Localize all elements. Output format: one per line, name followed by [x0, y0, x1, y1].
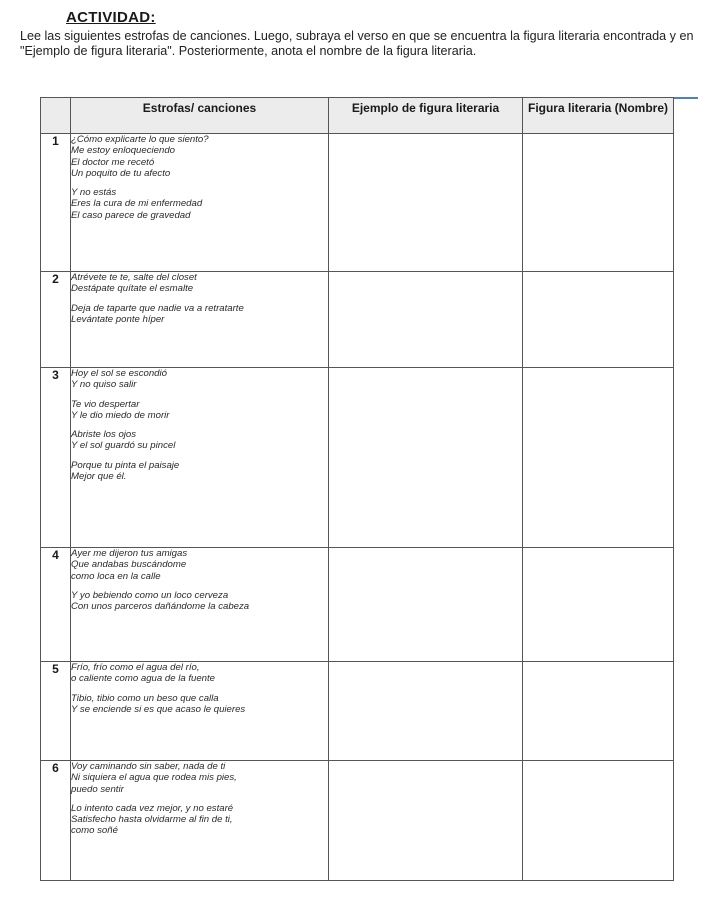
lyric-line: Y el sol guardó su pincel [71, 440, 176, 452]
stanza [71, 272, 328, 295]
stanza [71, 429, 328, 452]
stanza [71, 303, 328, 326]
row-number: 4 [41, 548, 71, 662]
stanza-cell [71, 134, 329, 272]
lyric-line: Tibio, tibio como un beso que calla [71, 692, 219, 704]
table-header-row [41, 98, 674, 134]
table-row [41, 662, 674, 761]
lyric-line: Ni siquiera el agua que rodea mis pies, [71, 772, 237, 784]
row-number: 3 [41, 368, 71, 548]
lyric-line: Voy caminando sin saber, nada de ti [71, 761, 226, 772]
lyric-line: El caso parece de gravedad [71, 209, 191, 221]
activity-table [40, 97, 674, 881]
column-header-figure-name: Figura literaria (Nombre) [523, 98, 674, 134]
lyric-line: Abriste los ojos [71, 429, 137, 441]
lyric-line: Porque tu pinta el paisaje [71, 459, 180, 471]
row-number: 2 [41, 272, 71, 368]
decorative-rule [672, 97, 698, 99]
stanza [71, 761, 328, 795]
example-answer-cell[interactable] [329, 662, 523, 761]
lyric-line: puedo sentir [71, 783, 124, 795]
lyric-line: Levántate ponte híper [71, 313, 165, 325]
stanza [71, 693, 328, 716]
lyric-line: Mejor que él. [71, 471, 127, 483]
figure-name-answer-cell[interactable] [523, 272, 674, 368]
activity-title: ACTIVIDAD: [66, 9, 156, 26]
stanza [71, 590, 328, 613]
lyric-line: Hoy el sol se escondió [71, 368, 167, 379]
column-header-example: Ejemplo de figura literaria [329, 98, 523, 134]
figure-name-answer-cell[interactable] [523, 761, 674, 881]
example-answer-cell[interactable] [329, 272, 523, 368]
lyric-line: Te vio despertar [71, 398, 140, 410]
stanza-cell [71, 761, 329, 881]
table-row [41, 368, 674, 548]
lyric-line: Y se enciende si es que acaso le quieres [71, 703, 246, 715]
lyric-line: Destápate quítate el esmalte [71, 283, 194, 295]
table-row [41, 548, 674, 662]
example-answer-cell[interactable] [329, 761, 523, 881]
lyric-line: Y yo bebiendo como un loco cerveza [71, 589, 229, 601]
lyric-line: Y no quiso salir [71, 379, 137, 391]
row-number: 1 [41, 134, 71, 272]
figure-name-answer-cell[interactable] [523, 662, 674, 761]
lyric-line: Frío, frío como el agua del río, [71, 662, 200, 673]
table-row [41, 272, 674, 368]
stanza-cell [71, 662, 329, 761]
stanza-cell [71, 548, 329, 662]
lyric-line: Eres la cura de mi enfermedad [71, 198, 203, 210]
stanza [71, 368, 328, 391]
stanza-cell [71, 368, 329, 548]
example-answer-cell[interactable] [329, 368, 523, 548]
stanza [71, 662, 328, 685]
column-header-stanzas: Estrofas/ canciones [71, 98, 329, 134]
stanza [71, 548, 328, 582]
lyric-line: Que andabas buscándome [71, 559, 187, 571]
figure-name-answer-cell[interactable] [523, 548, 674, 662]
example-answer-cell[interactable] [329, 134, 523, 272]
example-answer-cell[interactable] [329, 548, 523, 662]
lyric-line: Un poquito de tu afecto [71, 167, 171, 179]
table-row [41, 134, 674, 272]
lyric-line: Y le dio miedo de morir [71, 409, 170, 421]
figure-name-answer-cell[interactable] [523, 368, 674, 548]
lyric-line: como loca en la calle [71, 570, 161, 582]
lyric-line: Me estoy enloqueciendo [71, 145, 176, 157]
lyric-line: Satisfecho hasta olvidarme al fin de ti, [71, 814, 233, 826]
lyric-line: Lo intento cada vez mejor, y no estaré [71, 802, 234, 814]
stanza [71, 187, 328, 221]
lyric-line: Deja de taparte que nadie va a retratarte [71, 302, 244, 314]
lyric-line: o caliente como agua de la fuente [71, 673, 216, 685]
figure-name-answer-cell[interactable] [523, 134, 674, 272]
lyric-line: ¿Cómo explicarte lo que siento? [71, 134, 209, 145]
stanza [71, 399, 328, 422]
stanza [71, 803, 328, 837]
table-row [41, 761, 674, 881]
stanza [71, 134, 328, 179]
stanza-cell [71, 272, 329, 368]
instructions-text: Lee las siguientes estrofas de canciones. Luego, subraya el verso en que se encuentra la figura literaria encontrada y en "Ejemplo de figura literaria". Posteriormente, anota el nombre de la figura literaria. [20, 29, 694, 58]
lyric-line: Ayer me dijeron tus amigas [71, 548, 188, 559]
row-number: 6 [41, 761, 71, 881]
lyric-line: El doctor me recetó [71, 156, 155, 168]
lyric-line: como soñé [71, 825, 118, 837]
stanza [71, 460, 328, 483]
lyric-line: Atrévete te te, salte del closet [71, 272, 197, 283]
row-number: 5 [41, 662, 71, 761]
lyric-line: Y no estás [71, 187, 117, 199]
lyric-line: Con unos parceros dañándome la cabeza [71, 601, 250, 613]
column-header-number [41, 98, 71, 134]
